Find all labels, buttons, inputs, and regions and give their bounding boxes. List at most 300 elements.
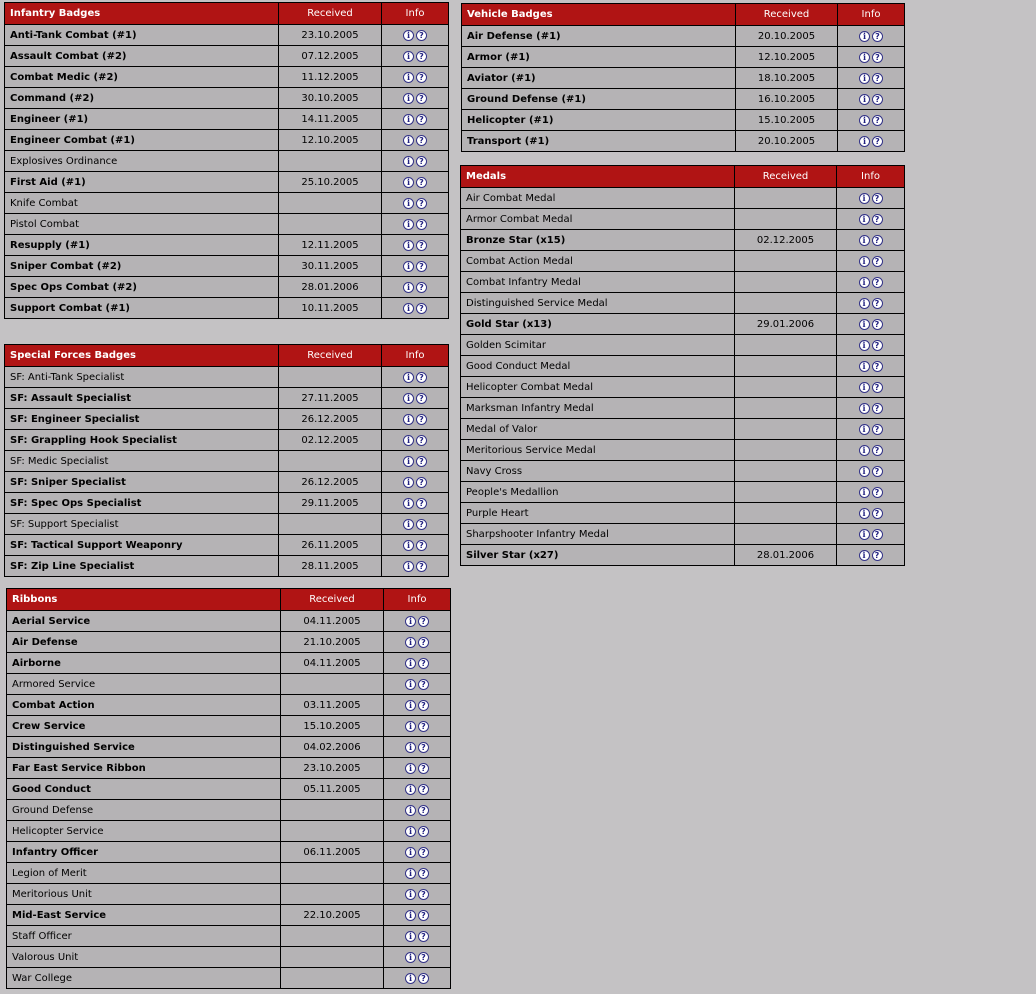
help-icon[interactable]: ? (872, 31, 883, 42)
info-cell (382, 193, 449, 214)
info-cell (382, 151, 449, 172)
info-icon[interactable]: i (859, 424, 870, 435)
info-cell (384, 863, 451, 884)
table-row (7, 758, 451, 779)
info-cell (837, 440, 905, 461)
info-cell (384, 716, 451, 737)
help-icon[interactable]: ? (418, 805, 429, 816)
help-icon[interactable]: ? (872, 487, 883, 498)
info-cell (837, 230, 905, 251)
award-name: Command (#2) (5, 88, 279, 109)
info-cell (384, 695, 451, 716)
help-icon[interactable]: ? (418, 952, 429, 963)
info-icon[interactable]: i (859, 235, 870, 246)
info-cell (384, 611, 451, 632)
info-icon[interactable]: i (403, 93, 414, 104)
help-icon[interactable]: ? (416, 51, 427, 62)
help-icon[interactable]: ? (416, 114, 427, 125)
info-cell (837, 293, 905, 314)
info-column-header: Info (384, 589, 451, 611)
received-date: 14.11.2005 (279, 109, 382, 130)
info-column-header: Info (837, 166, 905, 188)
info-icon[interactable]: i (403, 177, 414, 188)
help-icon[interactable]: ? (418, 910, 429, 921)
help-icon[interactable]: ? (416, 393, 427, 404)
special-forces-badges-panel (4, 344, 449, 577)
table-row (7, 653, 451, 674)
award-name: SF: Tactical Support Weaponry (5, 535, 279, 556)
info-icon[interactable]: i (405, 889, 416, 900)
help-icon[interactable]: ? (418, 721, 429, 732)
info-column-header: Info (382, 345, 449, 367)
received-date (281, 926, 384, 947)
help-icon[interactable]: ? (416, 456, 427, 467)
vehicle-badges-panel (461, 3, 905, 152)
help-icon[interactable]: ? (872, 550, 883, 561)
help-icon[interactable]: ? (872, 298, 883, 309)
table-row (5, 67, 449, 88)
award-name: Silver Star (x27) (461, 545, 735, 566)
table-row (461, 209, 905, 230)
table-row (5, 109, 449, 130)
info-icon[interactable]: i (405, 679, 416, 690)
info-cell (837, 419, 905, 440)
help-icon[interactable]: ? (416, 540, 427, 551)
help-icon[interactable]: ? (416, 498, 427, 509)
received-date: 26.11.2005 (279, 535, 382, 556)
received-date: 15.10.2005 (736, 110, 838, 131)
received-date (735, 419, 837, 440)
help-icon[interactable]: ? (416, 477, 427, 488)
award-name: SF: Anti-Tank Specialist (5, 367, 279, 388)
table-row (5, 172, 449, 193)
info-icon[interactable]: i (405, 952, 416, 963)
help-icon[interactable]: ? (872, 73, 883, 84)
info-cell (382, 472, 449, 493)
help-icon[interactable]: ? (416, 561, 427, 572)
table-row (7, 716, 451, 737)
info-cell (384, 674, 451, 695)
table-row (461, 440, 905, 461)
table-row (5, 556, 449, 577)
received-date: 04.11.2005 (281, 611, 384, 632)
help-icon[interactable]: ? (418, 826, 429, 837)
info-cell (384, 653, 451, 674)
help-icon[interactable]: ? (872, 277, 883, 288)
table-title: Ribbons (7, 589, 281, 611)
info-cell (384, 926, 451, 947)
table-row (462, 68, 905, 89)
info-icon[interactable]: i (403, 414, 414, 425)
help-icon[interactable]: ? (872, 466, 883, 477)
info-icon[interactable]: i (405, 847, 416, 858)
info-cell (382, 367, 449, 388)
help-icon[interactable]: ? (418, 658, 429, 669)
info-column-header: Info (382, 3, 449, 25)
help-icon[interactable]: ? (416, 282, 427, 293)
table-row (5, 277, 449, 298)
award-name: Aerial Service (7, 611, 281, 632)
info-cell (384, 842, 451, 863)
medals-table (460, 165, 905, 566)
table-row (462, 131, 905, 152)
table-title: Infantry Badges (5, 3, 279, 25)
help-icon[interactable]: ? (418, 679, 429, 690)
received-column-header: Received (279, 3, 382, 25)
info-cell (384, 632, 451, 653)
info-icon[interactable]: i (403, 561, 414, 572)
info-icon[interactable]: i (403, 477, 414, 488)
help-icon[interactable]: ? (872, 382, 883, 393)
help-icon[interactable]: ? (872, 445, 883, 456)
table-row (7, 674, 451, 695)
help-icon[interactable]: ? (418, 763, 429, 774)
received-date: 28.01.2006 (735, 545, 837, 566)
info-icon[interactable]: i (859, 136, 870, 147)
info-icon[interactable]: i (859, 445, 870, 456)
info-icon[interactable]: i (405, 637, 416, 648)
help-icon[interactable]: ? (416, 519, 427, 530)
award-name: Helicopter (#1) (462, 110, 736, 131)
info-icon[interactable]: i (403, 498, 414, 509)
help-icon[interactable]: ? (872, 214, 883, 225)
help-icon[interactable]: ? (416, 156, 427, 167)
award-name: People's Medallion (461, 482, 735, 503)
received-date: 21.10.2005 (281, 632, 384, 653)
table-row (461, 503, 905, 524)
info-icon[interactable]: i (859, 115, 870, 126)
info-cell (382, 109, 449, 130)
table-row (461, 377, 905, 398)
award-name: Marksman Infantry Medal (461, 398, 735, 419)
received-date (735, 335, 837, 356)
table-row (7, 632, 451, 653)
help-icon[interactable]: ? (418, 637, 429, 648)
received-date: 16.10.2005 (736, 89, 838, 110)
received-date: 11.12.2005 (279, 67, 382, 88)
received-date (279, 151, 382, 172)
info-cell (382, 25, 449, 46)
award-name: Distinguished Service (7, 737, 281, 758)
info-cell (838, 89, 905, 110)
info-cell (382, 67, 449, 88)
award-name: Good Conduct (7, 779, 281, 800)
help-icon[interactable]: ? (872, 529, 883, 540)
info-cell (837, 251, 905, 272)
award-name: Good Conduct Medal (461, 356, 735, 377)
table-row (461, 398, 905, 419)
info-icon[interactable]: i (859, 382, 870, 393)
info-icon[interactable]: i (403, 261, 414, 272)
received-column-header: Received (281, 589, 384, 611)
table-row (7, 779, 451, 800)
received-date (281, 884, 384, 905)
received-date: 28.11.2005 (279, 556, 382, 577)
info-icon[interactable]: i (405, 826, 416, 837)
info-icon[interactable]: i (859, 403, 870, 414)
table-row (461, 461, 905, 482)
help-icon[interactable]: ? (416, 219, 427, 230)
table-row (5, 535, 449, 556)
table-row (462, 47, 905, 68)
info-icon[interactable]: i (859, 340, 870, 351)
info-icon[interactable]: i (859, 319, 870, 330)
info-cell (384, 947, 451, 968)
received-date: 27.11.2005 (279, 388, 382, 409)
info-cell (837, 209, 905, 230)
help-icon[interactable]: ? (416, 93, 427, 104)
info-icon[interactable]: i (859, 31, 870, 42)
award-name: Gold Star (x13) (461, 314, 735, 335)
info-icon[interactable]: i (403, 72, 414, 83)
info-icon[interactable]: i (405, 721, 416, 732)
received-date (279, 367, 382, 388)
info-icon[interactable]: i (405, 931, 416, 942)
info-icon[interactable]: i (403, 198, 414, 209)
table-row (5, 451, 449, 472)
award-name: War College (7, 968, 281, 989)
table-row (5, 193, 449, 214)
help-icon[interactable]: ? (416, 30, 427, 41)
help-icon[interactable]: ? (872, 94, 883, 105)
received-date (735, 503, 837, 524)
received-date (279, 193, 382, 214)
table-row (7, 947, 451, 968)
received-date: 15.10.2005 (281, 716, 384, 737)
info-icon[interactable]: i (859, 52, 870, 63)
table-row (5, 88, 449, 109)
info-icon[interactable]: i (859, 193, 870, 204)
help-icon[interactable]: ? (416, 177, 427, 188)
award-name: Bronze Star (x15) (461, 230, 735, 251)
table-row (7, 800, 451, 821)
info-cell (837, 188, 905, 209)
help-icon[interactable]: ? (872, 193, 883, 204)
table-row (461, 524, 905, 545)
table-row (461, 272, 905, 293)
info-icon[interactable]: i (403, 435, 414, 446)
info-cell (837, 356, 905, 377)
help-icon[interactable]: ? (872, 424, 883, 435)
help-icon[interactable]: ? (416, 303, 427, 314)
award-name: SF: Sniper Specialist (5, 472, 279, 493)
table-row (5, 409, 449, 430)
help-icon[interactable]: ? (872, 403, 883, 414)
table-row (461, 545, 905, 566)
help-icon[interactable]: ? (416, 261, 427, 272)
received-date (735, 188, 837, 209)
info-icon[interactable]: i (859, 361, 870, 372)
info-icon[interactable]: i (405, 784, 416, 795)
award-name: Legion of Merit (7, 863, 281, 884)
received-date (735, 398, 837, 419)
info-icon[interactable]: i (405, 742, 416, 753)
help-icon[interactable]: ? (416, 135, 427, 146)
info-icon[interactable]: i (859, 73, 870, 84)
received-date: 30.10.2005 (279, 88, 382, 109)
help-icon[interactable]: ? (418, 847, 429, 858)
award-name: Pistol Combat (5, 214, 279, 235)
info-cell (382, 430, 449, 451)
info-icon[interactable]: i (403, 114, 414, 125)
received-date (735, 482, 837, 503)
award-name: Air Defense (7, 632, 281, 653)
received-date: 29.11.2005 (279, 493, 382, 514)
award-name: Assault Combat (#2) (5, 46, 279, 67)
info-cell (382, 493, 449, 514)
info-icon[interactable]: i (405, 805, 416, 816)
info-icon[interactable]: i (859, 277, 870, 288)
table-title: Special Forces Badges (5, 345, 279, 367)
help-icon[interactable]: ? (872, 52, 883, 63)
received-date: 07.12.2005 (279, 46, 382, 67)
info-icon[interactable]: i (405, 868, 416, 879)
received-date (281, 968, 384, 989)
received-date: 26.12.2005 (279, 409, 382, 430)
received-date: 18.10.2005 (736, 68, 838, 89)
table-row (5, 367, 449, 388)
info-cell (838, 47, 905, 68)
table-row (7, 842, 451, 863)
info-icon[interactable]: i (405, 700, 416, 711)
info-icon[interactable]: i (859, 487, 870, 498)
table-row (7, 821, 451, 842)
award-name: Knife Combat (5, 193, 279, 214)
award-name: Combat Infantry Medal (461, 272, 735, 293)
help-icon[interactable]: ? (872, 256, 883, 267)
info-icon[interactable]: i (403, 540, 414, 551)
info-icon[interactable]: i (859, 256, 870, 267)
help-icon[interactable]: ? (418, 784, 429, 795)
award-name: Infantry Officer (7, 842, 281, 863)
info-icon[interactable]: i (403, 219, 414, 230)
received-date: 22.10.2005 (281, 905, 384, 926)
info-icon[interactable]: i (403, 30, 414, 41)
award-name: SF: Spec Ops Specialist (5, 493, 279, 514)
table-row (5, 151, 449, 172)
table-row (7, 737, 451, 758)
info-icon[interactable]: i (405, 910, 416, 921)
help-icon[interactable]: ? (872, 319, 883, 330)
help-icon[interactable]: ? (418, 889, 429, 900)
received-date (735, 377, 837, 398)
info-cell (382, 556, 449, 577)
received-date (281, 863, 384, 884)
received-date: 23.10.2005 (281, 758, 384, 779)
help-icon[interactable]: ? (416, 240, 427, 251)
award-name: Sniper Combat (#2) (5, 256, 279, 277)
info-icon[interactable]: i (859, 550, 870, 561)
info-icon[interactable]: i (859, 529, 870, 540)
info-cell (837, 314, 905, 335)
help-icon[interactable]: ? (416, 198, 427, 209)
info-icon[interactable]: i (403, 135, 414, 146)
help-icon[interactable]: ? (416, 372, 427, 383)
help-icon[interactable]: ? (872, 115, 883, 126)
received-date (281, 674, 384, 695)
info-icon[interactable]: i (403, 156, 414, 167)
info-icon[interactable]: i (403, 519, 414, 530)
info-icon[interactable]: i (859, 214, 870, 225)
table-row (461, 314, 905, 335)
help-icon[interactable]: ? (418, 742, 429, 753)
info-cell (382, 277, 449, 298)
infantry-badges-panel (4, 2, 449, 319)
table-row (5, 25, 449, 46)
table-row (5, 256, 449, 277)
table-row (5, 46, 449, 67)
info-icon[interactable]: i (859, 298, 870, 309)
award-name: Mid-East Service (7, 905, 281, 926)
received-date (279, 514, 382, 535)
award-name: Combat Action (7, 695, 281, 716)
help-icon[interactable]: ? (418, 931, 429, 942)
help-icon[interactable]: ? (416, 435, 427, 446)
table-row (5, 430, 449, 451)
info-icon[interactable]: i (403, 372, 414, 383)
help-icon[interactable]: ? (418, 700, 429, 711)
help-icon[interactable]: ? (416, 414, 427, 425)
received-date: 25.10.2005 (279, 172, 382, 193)
info-icon[interactable]: i (405, 658, 416, 669)
info-icon[interactable]: i (403, 282, 414, 293)
award-name: Explosives Ordinance (5, 151, 279, 172)
award-name: Support Combat (#1) (5, 298, 279, 319)
info-icon[interactable]: i (403, 456, 414, 467)
info-icon[interactable]: i (859, 94, 870, 105)
table-row (5, 235, 449, 256)
award-name: Ground Defense (7, 800, 281, 821)
received-date: 04.02.2006 (281, 737, 384, 758)
help-icon[interactable]: ? (872, 508, 883, 519)
award-name: Far East Service Ribbon (7, 758, 281, 779)
table-row (5, 472, 449, 493)
award-name: SF: Assault Specialist (5, 388, 279, 409)
info-icon[interactable]: i (405, 616, 416, 627)
info-cell (382, 535, 449, 556)
info-cell (837, 398, 905, 419)
info-icon[interactable]: i (403, 303, 414, 314)
help-icon[interactable]: ? (418, 616, 429, 627)
info-cell (382, 46, 449, 67)
info-icon[interactable]: i (405, 763, 416, 774)
info-icon[interactable]: i (859, 466, 870, 477)
received-date: 12.11.2005 (279, 235, 382, 256)
help-icon[interactable]: ? (416, 72, 427, 83)
info-cell (384, 968, 451, 989)
info-icon[interactable]: i (859, 508, 870, 519)
award-name: Helicopter Combat Medal (461, 377, 735, 398)
special-forces-badges-table (4, 344, 449, 577)
info-icon[interactable]: i (405, 973, 416, 984)
help-icon[interactable]: ? (872, 340, 883, 351)
info-icon[interactable]: i (403, 51, 414, 62)
help-icon[interactable]: ? (872, 235, 883, 246)
award-name: Airborne (7, 653, 281, 674)
award-name: Engineer (#1) (5, 109, 279, 130)
award-name: Sharpshooter Infantry Medal (461, 524, 735, 545)
help-icon[interactable]: ? (418, 973, 429, 984)
info-icon[interactable]: i (403, 393, 414, 404)
award-name: SF: Medic Specialist (5, 451, 279, 472)
help-icon[interactable]: ? (872, 136, 883, 147)
help-icon[interactable]: ? (418, 868, 429, 879)
help-icon[interactable]: ? (872, 361, 883, 372)
table-row (462, 26, 905, 47)
received-date (281, 821, 384, 842)
info-icon[interactable]: i (403, 240, 414, 251)
award-name: SF: Grappling Hook Specialist (5, 430, 279, 451)
